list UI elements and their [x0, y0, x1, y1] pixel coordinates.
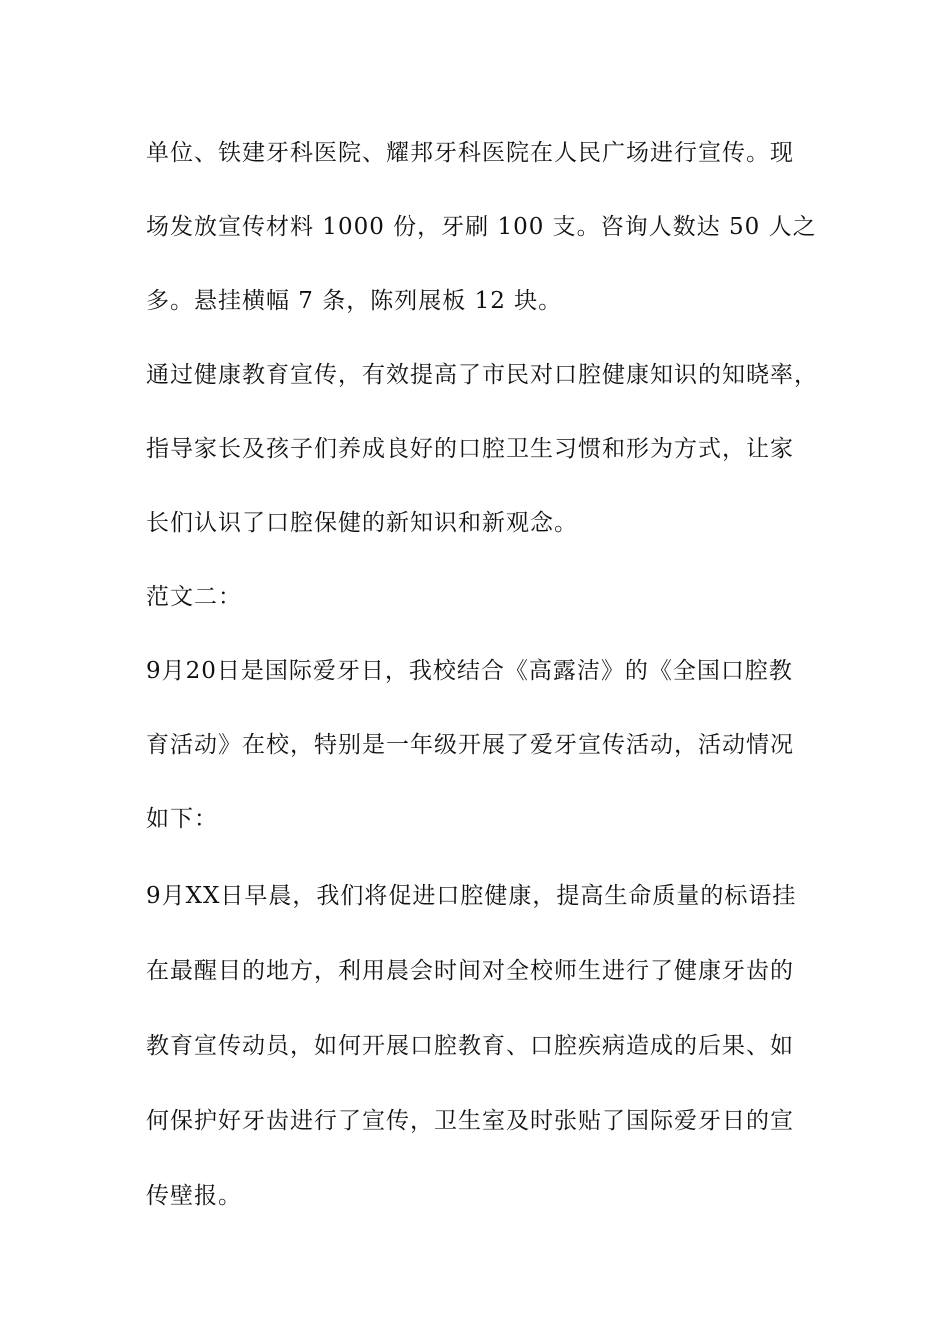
text-line: 9月20日是国际爱牙日，我校结合《高露洁》的《全国口腔教	[146, 658, 793, 684]
section-heading: 范文二：	[146, 584, 242, 610]
text-line: 在最醒目的地方，利用晨会时间对全校师生进行了健康牙齿的	[146, 958, 794, 984]
text-line: 场发放宣传材料 1000 份，牙刷 100 支。咨询人数达 50 人之	[146, 214, 817, 240]
text-line: 传壁报。	[146, 1183, 242, 1209]
text-line: 单位、铁建牙科医院、耀邦牙科医院在人民广场进行宣传。现	[146, 140, 794, 166]
text-line: 如下：	[146, 806, 218, 832]
text-line: 指导家长及孩子们养成良好的口腔卫生习惯和形为方式，让家	[146, 436, 794, 462]
text-line: 教育宣传动员，如何开展口腔教育、口腔疾病造成的后果、如	[146, 1033, 794, 1059]
text-line: 长们认识了口腔保健的新知识和新观念。	[146, 510, 578, 536]
text-line: 多。悬挂横幅 7 条，陈列展板 12 块。	[146, 288, 563, 314]
text-line: 何保护好牙齿进行了宣传，卫生室及时张贴了国际爱牙日的宣	[146, 1108, 794, 1134]
text-line: 9月XX日早晨，我们将促进口腔健康，提高生命质量的标语挂	[146, 883, 797, 909]
text-line: 通过健康教育宣传，有效提高了市民对口腔健康知识的知晓率，	[146, 362, 818, 388]
text-line: 育活动》在校，特别是一年级开展了爱牙宣传活动，活动情况	[146, 732, 794, 758]
